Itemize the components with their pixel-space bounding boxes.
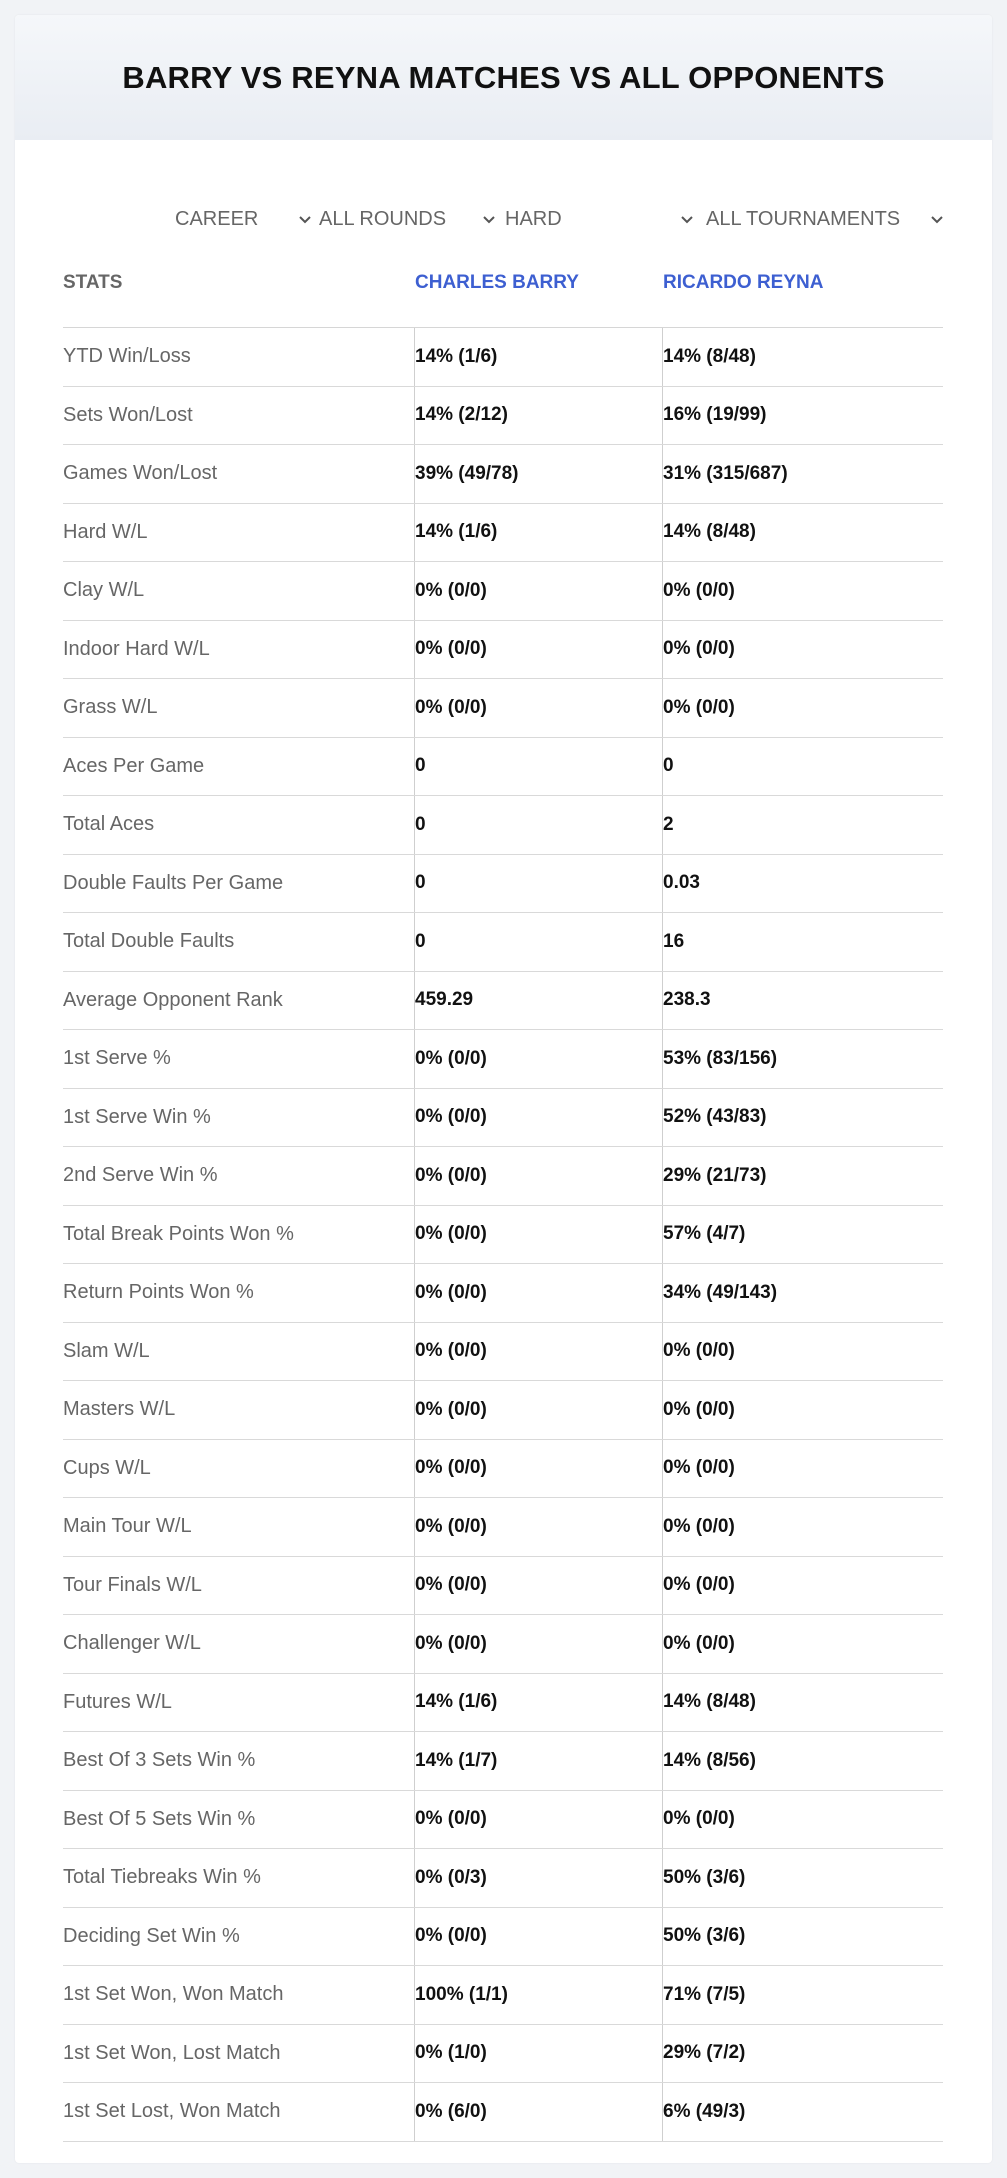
player1-value: 0% (6/0) [415, 2100, 487, 2122]
stat-label: 1st Set Won, Won Match [63, 1983, 284, 2006]
table-row [63, 1381, 943, 1440]
stat-label: 2nd Serve Win % [63, 1164, 218, 1187]
stat-label: Slam W/L [63, 1339, 150, 1362]
stat-label: 1st Serve Win % [63, 1105, 211, 1128]
player1-value: 0% (0/0) [415, 1632, 487, 1654]
stat-label: Total Aces [63, 813, 155, 836]
player2-value: 71% (7/5) [663, 1983, 746, 2005]
player2-value: 29% (21/73) [663, 1164, 767, 1186]
player2-link[interactable]: RICARDO REYNA [663, 272, 824, 293]
stat-label: Clay W/L [63, 579, 145, 602]
stat-label: 1st Set Won, Lost Match [63, 2041, 281, 2064]
player2-value: 0% (0/0) [663, 696, 735, 718]
chevron-down-icon [481, 211, 497, 227]
player1-value: 0% (1/0) [415, 2042, 487, 2064]
stat-label: Best Of 5 Sets Win % [63, 1807, 256, 1830]
player2-value: 53% (83/156) [663, 1047, 778, 1069]
player2-value: 52% (43/83) [663, 1106, 767, 1128]
player1-value: 0 [415, 872, 426, 894]
stat-label: Best Of 3 Sets Win % [63, 1749, 256, 1772]
table-row [63, 1206, 943, 1265]
stat-label: Indoor Hard W/L [63, 637, 210, 660]
player2-value: 0% (0/0) [663, 1340, 735, 1362]
player2-value: 0.03 [663, 872, 700, 894]
player2-value: 14% (8/48) [663, 1691, 756, 1713]
table-header [63, 255, 943, 328]
player1-value: 0 [415, 813, 426, 835]
filter-round-label: ALL ROUNDS [319, 207, 447, 230]
filter-period-label: CAREER [175, 207, 259, 230]
table-row [63, 972, 943, 1031]
player1-value: 0% (0/0) [415, 1574, 487, 1596]
page-header [15, 15, 992, 140]
player1-value: 0 [415, 755, 426, 777]
player2-value: 29% (7/2) [663, 2042, 746, 2064]
stat-label: Cups W/L [63, 1456, 151, 1479]
stat-label: Hard W/L [63, 520, 148, 543]
player2-value: 0% (0/0) [663, 1398, 735, 1420]
stat-label: Total Tiebreaks Win % [63, 1866, 261, 1889]
filter-surface-label: HARD [505, 207, 562, 230]
player2-value: 14% (8/48) [663, 521, 756, 543]
stat-label: Return Points Won % [63, 1281, 254, 1304]
player2-value: 14% (8/48) [663, 345, 756, 367]
table-row [63, 679, 943, 738]
player1-value: 14% (1/6) [415, 345, 498, 367]
stat-label: Total Double Faults [63, 930, 235, 953]
player2-value: 50% (3/6) [663, 1925, 746, 1947]
stat-label: Futures W/L [63, 1690, 172, 1713]
player1-value: 14% (2/12) [415, 404, 508, 426]
player2-value: 16% (19/99) [663, 404, 767, 426]
page-title: BARRY VS REYNA MATCHES VS ALL OPPONENTS [122, 59, 885, 95]
table-row [63, 2083, 943, 2142]
player1-value: 0% (0/0) [415, 1457, 487, 1479]
player2-value: 6% (49/3) [663, 2100, 746, 2122]
stats-card [15, 15, 992, 2163]
player1-value: 0 [415, 930, 426, 952]
player2-value: 0% (0/0) [663, 1574, 735, 1596]
player2-value: 0% (0/0) [663, 1515, 735, 1537]
player1-value: 0% (0/0) [415, 579, 487, 601]
stat-label: Average Opponent Rank [63, 988, 283, 1011]
table-row [63, 387, 943, 446]
player1-value: 0% (0/0) [415, 1808, 487, 1830]
table-row [63, 445, 943, 504]
player2-value: 16 [663, 930, 685, 952]
table-row [63, 796, 943, 855]
player2-value: 0 [663, 755, 674, 777]
stat-label: YTD Win/Loss [63, 345, 191, 368]
player2-value: 31% (315/687) [663, 462, 788, 484]
stat-label: Games Won/Lost [63, 462, 218, 485]
stat-label: Aces Per Game [63, 754, 205, 777]
player2-value: 34% (49/143) [663, 1281, 778, 1303]
table-row [63, 1966, 943, 2025]
stat-label: Main Tour W/L [63, 1515, 192, 1538]
table-row [63, 738, 943, 797]
table-row [63, 2025, 943, 2084]
player2-value: 14% (8/56) [663, 1749, 756, 1771]
chevron-down-icon [929, 211, 945, 227]
stat-label: 1st Set Lost, Won Match [63, 2100, 281, 2123]
player2-value: 0% (0/0) [663, 1632, 735, 1654]
player1-value: 0% (0/0) [415, 1223, 487, 1245]
table-row [63, 855, 943, 914]
player2-value: 0% (0/0) [663, 638, 735, 660]
player1-value: 0% (0/3) [415, 1866, 487, 1888]
table-row [63, 1323, 943, 1382]
player1-value: 0% (0/0) [415, 1925, 487, 1947]
table-row [63, 621, 943, 680]
table-row [63, 913, 943, 972]
player1-value: 0% (0/0) [415, 1340, 487, 1362]
player2-value: 0% (0/0) [663, 579, 735, 601]
player1-value: 0% (0/0) [415, 1281, 487, 1303]
player2-value: 57% (4/7) [663, 1223, 746, 1245]
player1-value: 0% (0/0) [415, 1047, 487, 1069]
table-row [63, 1030, 943, 1089]
stats-table-body [63, 328, 943, 2142]
table-row [63, 1557, 943, 1616]
table-row [63, 1791, 943, 1850]
stat-label: Sets Won/Lost [63, 403, 193, 426]
player1-link[interactable]: CHARLES BARRY [415, 272, 579, 293]
table-row [63, 1089, 943, 1148]
table-row [63, 1264, 943, 1323]
player1-value: 14% (1/6) [415, 1691, 498, 1713]
filter-round-select[interactable] [319, 202, 497, 236]
table-row [63, 1147, 943, 1206]
table-row [63, 1732, 943, 1791]
filter-tournament-select[interactable] [706, 202, 945, 236]
stat-label: Deciding Set Win % [63, 1924, 240, 1947]
stat-label: Total Break Points Won % [63, 1222, 294, 1245]
chevron-down-icon [297, 211, 313, 227]
table-row [63, 1498, 943, 1557]
chevron-down-icon [679, 211, 695, 227]
player1-value: 0% (0/0) [415, 638, 487, 660]
stat-label: Masters W/L [63, 1398, 176, 1421]
player1-value: 0% (0/0) [415, 1398, 487, 1420]
table-row [63, 562, 943, 621]
player1-value: 14% (1/6) [415, 521, 498, 543]
player1-value: 0% (0/0) [415, 1106, 487, 1128]
player1-value: 0% (0/0) [415, 1164, 487, 1186]
table-row [63, 328, 943, 387]
table-row [63, 1440, 943, 1499]
filter-tournament-label: ALL TOURNAMENTS [706, 207, 901, 230]
stat-label: Challenger W/L [63, 1632, 201, 1655]
stat-label: Tour Finals W/L [63, 1573, 202, 1596]
player2-value: 238.3 [663, 989, 711, 1011]
table-row [63, 1908, 943, 1967]
filter-surface-select[interactable] [505, 202, 695, 236]
player1-value: 0% (0/0) [415, 1515, 487, 1537]
player1-value: 459.29 [415, 989, 474, 1011]
stat-label: Grass W/L [63, 696, 158, 719]
stat-label: Double Faults Per Game [63, 871, 284, 894]
table-row [63, 504, 943, 563]
filter-bar [15, 202, 992, 236]
player1-value: 100% (1/1) [415, 1983, 508, 2005]
player2-value: 0% (0/0) [663, 1457, 735, 1479]
stat-label: 1st Serve % [63, 1047, 171, 1070]
table-row [63, 1615, 943, 1674]
player2-value: 0% (0/0) [663, 1808, 735, 1830]
player2-value: 2 [663, 813, 674, 835]
player1-value: 0% (0/0) [415, 696, 487, 718]
table-row [63, 1849, 943, 1908]
player2-value: 50% (3/6) [663, 1866, 746, 1888]
player1-value: 39% (49/78) [415, 462, 519, 484]
table-row [63, 1674, 943, 1733]
filter-period-select[interactable] [175, 202, 313, 236]
stats-column-header: STATS [63, 272, 123, 293]
player1-value: 14% (1/7) [415, 1749, 498, 1771]
